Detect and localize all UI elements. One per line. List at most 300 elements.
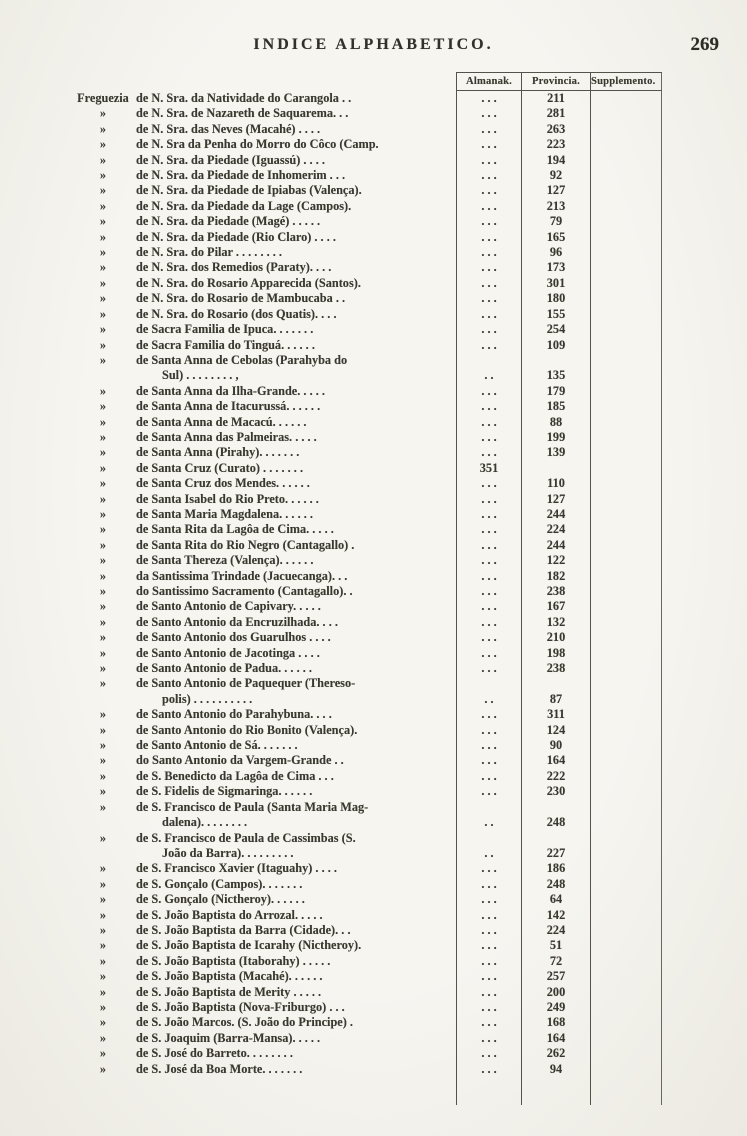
provincia-cell: 230 — [521, 784, 590, 799]
provincia-cell: 186 — [521, 861, 590, 876]
entry-ditto — [72, 692, 134, 707]
column-header-supplemento: Supplemento. — [590, 72, 662, 91]
supplemento-cell — [590, 985, 662, 1000]
almanak-cell: . . . — [456, 106, 521, 121]
provincia-cell: 92 — [521, 168, 590, 183]
entry-name: do Santissimo Sacramento (Cantagallo). . — [136, 584, 353, 598]
entry-ditto: » — [99, 645, 107, 660]
provincia-cell: 165 — [521, 230, 590, 245]
entry-ditto: » — [99, 707, 107, 722]
provincia-cell: 168 — [521, 1015, 590, 1030]
provincia-cell: 199 — [521, 430, 590, 445]
entry-ditto: » — [99, 614, 107, 629]
entry-ditto: » — [99, 799, 107, 814]
table-row — [72, 846, 662, 861]
almanak-cell: . . . — [456, 122, 521, 137]
entry-name: de N. Sra. dos Remedios (Paraty). . . . — [136, 260, 332, 275]
provincia-cell: 127 — [521, 492, 590, 507]
provincia-cell: 194 — [521, 153, 590, 168]
entry-ditto: » — [99, 429, 107, 444]
table-row — [72, 831, 662, 846]
almanak-cell: . . . — [456, 646, 521, 661]
almanak-cell: . . . — [456, 445, 521, 460]
table-row — [72, 692, 662, 707]
supplemento-cell — [590, 831, 662, 846]
tail-supplemento — [590, 1077, 662, 1105]
provincia-cell: 164 — [521, 753, 590, 768]
entry-ditto: » — [99, 106, 107, 121]
entry-ditto — [72, 815, 134, 830]
table-row — [72, 199, 662, 214]
supplemento-cell — [590, 1000, 662, 1015]
entry-ditto: » — [99, 198, 107, 213]
entry-name: de Santo Antonio da Encruzilhada. . . . — [136, 614, 338, 629]
almanak-cell: . . . — [456, 260, 521, 275]
entry-ditto: » — [99, 892, 107, 907]
supplemento-cell — [590, 199, 662, 214]
table-row — [72, 923, 662, 938]
entry-ditto: » — [99, 738, 107, 753]
almanak-cell: . . . — [456, 569, 521, 584]
table-row — [72, 738, 662, 753]
supplemento-cell — [590, 584, 662, 599]
table-row — [72, 368, 662, 383]
entry-ditto: » — [99, 291, 107, 306]
index-rows — [72, 91, 662, 1077]
supplemento-cell — [590, 769, 662, 784]
supplemento-cell — [590, 260, 662, 275]
supplemento-cell — [590, 815, 662, 830]
almanak-cell: . . . — [456, 399, 521, 414]
provincia-cell: 64 — [521, 892, 590, 907]
almanak-cell: . . . — [456, 276, 521, 291]
almanak-cell: . . . — [456, 969, 521, 984]
tail-almanak — [456, 1077, 521, 1105]
almanak-cell: . . . — [456, 615, 521, 630]
almanak-cell: . . . — [456, 954, 521, 969]
provincia-cell: 200 — [521, 985, 590, 1000]
table-row — [72, 877, 662, 892]
almanak-cell: . . . — [456, 723, 521, 738]
table-row — [72, 1015, 662, 1030]
almanak-cell: . . . — [456, 661, 521, 676]
table-row — [72, 260, 662, 275]
almanak-cell: . . . — [456, 153, 521, 168]
entry-name: de N. Sra. de Nazareth de Saquarema. . . — [136, 106, 349, 121]
entry-ditto: » — [99, 1046, 107, 1061]
supplemento-cell — [590, 368, 662, 383]
provincia-cell: 51 — [521, 938, 590, 953]
entry-ditto: Freguezia — [77, 91, 129, 105]
provincia-cell: 109 — [521, 338, 590, 353]
almanak-cell: . . . — [456, 1015, 521, 1030]
header-spacer-ditto — [72, 72, 134, 91]
provincia-cell: 180 — [521, 291, 590, 306]
entry-name: de S. João Baptista (Nova-Friburgo) . . . — [136, 999, 345, 1014]
provincia-cell: 238 — [521, 584, 590, 599]
entry-ditto: » — [99, 214, 107, 229]
entry-ditto: » — [99, 784, 107, 799]
entry-ditto: » — [99, 229, 107, 244]
entry-ditto: » — [99, 168, 107, 183]
tail-name — [134, 1077, 456, 1105]
masthead — [0, 36, 747, 72]
entry-name: de Santa Anna de Macacú. . . . . . — [136, 414, 307, 429]
table-row — [72, 322, 662, 337]
entry-ditto: » — [99, 322, 107, 337]
almanak-cell: . . . — [456, 599, 521, 614]
almanak-cell: . . . — [456, 553, 521, 568]
entry-ditto: » — [99, 137, 107, 152]
entry-name: de Santa Maria Magdalena. . . . . . — [136, 506, 313, 521]
provincia-cell: 244 — [521, 507, 590, 522]
entry-ditto: » — [99, 768, 107, 783]
entry-name: João da Barra). . . . . . . . . — [162, 845, 294, 860]
entry-name: de Santo Antonio de Capivary. . . . . — [136, 599, 321, 614]
entry-name: de S. João Baptista da Barra (Cidade). . . — [136, 922, 351, 937]
entry-ditto: » — [99, 1030, 107, 1045]
supplemento-cell — [590, 908, 662, 923]
provincia-cell: 311 — [521, 707, 590, 722]
supplemento-cell — [590, 230, 662, 245]
entry-ditto: » — [99, 383, 107, 398]
provincia-cell: 227 — [521, 846, 590, 861]
provincia-cell: 222 — [521, 769, 590, 784]
almanak-cell: . . — [456, 815, 521, 830]
entry-ditto: » — [99, 445, 107, 460]
entry-ditto: » — [99, 584, 107, 598]
supplemento-cell — [590, 522, 662, 537]
supplemento-cell — [590, 492, 662, 507]
entry-ditto: » — [99, 676, 107, 691]
entry-name: de N. Sra. da Piedade (Iguassú) . . . . — [136, 152, 325, 167]
entry-ditto: » — [99, 1061, 107, 1076]
entry-ditto — [72, 368, 134, 383]
table-row — [72, 769, 662, 784]
table-row — [72, 430, 662, 445]
entry-ditto: » — [99, 414, 107, 429]
entry-name: de N. Sra. das Neves (Macahé) . . . . — [136, 121, 321, 136]
provincia-cell: 179 — [521, 384, 590, 399]
table-row — [72, 800, 662, 815]
table-row — [72, 908, 662, 923]
entry-name: de S. João Baptista (Macahé). . . . . . — [136, 969, 323, 984]
provincia-cell: 198 — [521, 646, 590, 661]
almanak-cell: . . — [456, 692, 521, 707]
entry-ditto: » — [99, 753, 107, 768]
entry-name: da Santissima Trindade (Jacuecanga). . . — [136, 568, 348, 583]
supplemento-cell — [590, 676, 662, 691]
almanak-cell: . . . — [456, 584, 521, 599]
provincia-cell: 90 — [521, 738, 590, 753]
entry-name: do Santo Antonio da Vargem-Grande . . — [136, 753, 344, 768]
supplemento-cell — [590, 738, 662, 753]
supplemento-cell — [590, 183, 662, 198]
table-row — [72, 276, 662, 291]
supplemento-cell — [590, 384, 662, 399]
entry-name: de S. José da Boa Morte. . . . . . . — [136, 1061, 303, 1076]
provincia-cell: 155 — [521, 307, 590, 322]
entry-ditto: » — [99, 476, 107, 491]
entry-ditto: » — [99, 722, 107, 737]
supplemento-cell — [590, 707, 662, 722]
entry-name: de Santa Rita do Rio Negro (Cantagallo) . — [136, 537, 355, 552]
entry-name: de N. Sra da Penha do Morro do Côco (Camp. — [136, 137, 379, 152]
entry-ditto: » — [99, 275, 107, 290]
entry-name: de S. José do Barreto. . . . . . . . — [136, 1046, 293, 1061]
table-row — [72, 399, 662, 414]
entry-ditto: » — [99, 491, 107, 506]
entry-ditto: » — [99, 568, 107, 583]
supplemento-cell — [590, 800, 662, 815]
provincia-cell: 72 — [521, 954, 590, 969]
almanak-cell: . . . — [456, 430, 521, 445]
provincia-cell: 248 — [521, 877, 590, 892]
entry-name: de N. Sra. do Pilar . . . . . . . . — [136, 245, 282, 260]
entry-name: de S. João Baptista de Merity . . . . . — [136, 984, 322, 999]
supplemento-cell — [590, 399, 662, 414]
almanak-cell: . . . — [456, 707, 521, 722]
table-row — [72, 892, 662, 907]
table-row — [72, 615, 662, 630]
table-row — [72, 153, 662, 168]
provincia-cell: 124 — [521, 723, 590, 738]
supplemento-cell — [590, 538, 662, 553]
almanak-cell: . . . — [456, 168, 521, 183]
almanak-cell: . . . — [456, 214, 521, 229]
table-row — [72, 661, 662, 676]
table-row — [72, 954, 662, 969]
almanak-cell: . . . — [456, 1000, 521, 1015]
entry-name: de N. Sra. do Rosario (dos Quatis). . . . — [136, 306, 337, 321]
almanak-cell: . . . — [456, 738, 521, 753]
tail-provincia — [521, 1077, 590, 1105]
provincia-cell: 301 — [521, 276, 590, 291]
almanak-cell: . . . — [456, 861, 521, 876]
almanak-cell: 351 — [456, 461, 521, 476]
table-row — [72, 599, 662, 614]
provincia-cell — [521, 461, 590, 476]
table-row — [72, 1031, 662, 1046]
supplemento-cell — [590, 630, 662, 645]
table-row — [72, 1062, 662, 1077]
table-row — [72, 476, 662, 491]
entry-name: de N. Sra. da Piedade de Ipiabas (Valença). — [136, 183, 362, 198]
provincia-cell — [521, 353, 590, 368]
supplemento-cell — [590, 1062, 662, 1077]
entry-name: de Santa Anna das Palmeiras. . . . . — [136, 429, 317, 444]
entry-ditto: » — [99, 152, 107, 167]
supplemento-cell — [590, 276, 662, 291]
table-row — [72, 815, 662, 830]
entry-name: de S. Joaquim (Barra-Mansa). . . . . — [136, 1030, 321, 1045]
supplemento-cell — [590, 168, 662, 183]
supplemento-cell — [590, 307, 662, 322]
entry-ditto: » — [99, 260, 107, 275]
entry-name: de S. Francisco de Paula (Santa Maria Mag- — [136, 799, 369, 814]
entry-name: de S. Fidelis de Sigmaringa. . . . . . — [136, 784, 313, 799]
entry-ditto: » — [99, 1015, 107, 1030]
entry-ditto: » — [99, 245, 107, 260]
entry-ditto: » — [99, 938, 107, 953]
almanak-cell: . . . — [456, 985, 521, 1000]
provincia-cell: 249 — [521, 1000, 590, 1015]
table-row — [72, 183, 662, 198]
supplemento-cell — [590, 322, 662, 337]
supplemento-cell — [590, 1031, 662, 1046]
entry-ditto: » — [99, 861, 107, 876]
entry-name: de S. João Baptista (Itaborahy) . . . . . — [136, 953, 331, 968]
entry-ditto: » — [99, 876, 107, 891]
provincia-cell: 248 — [521, 815, 590, 830]
table-row — [72, 584, 662, 599]
entry-ditto: » — [99, 830, 107, 845]
table-row — [72, 1046, 662, 1061]
supplemento-cell — [590, 553, 662, 568]
table-row — [72, 168, 662, 183]
provincia-cell: 142 — [521, 908, 590, 923]
entry-ditto: » — [99, 953, 107, 968]
entry-ditto: » — [99, 306, 107, 321]
supplemento-cell — [590, 291, 662, 306]
supplemento-cell — [590, 415, 662, 430]
almanak-cell: . . . — [456, 784, 521, 799]
entry-ditto: » — [99, 907, 107, 922]
entry-ditto: » — [99, 537, 107, 552]
supplemento-cell — [590, 877, 662, 892]
column-header-almanak: Almanak. — [456, 72, 521, 91]
table-row — [72, 707, 662, 722]
entry-name: de N. Sra. da Natividade do Carangola . . — [136, 91, 352, 105]
table-row — [72, 245, 662, 260]
table-row — [72, 353, 662, 368]
entry-ditto: » — [99, 599, 107, 614]
table-row — [72, 415, 662, 430]
supplemento-cell — [590, 353, 662, 368]
entry-name: de N. Sra. da Piedade (Magé) . . . . . — [136, 214, 321, 229]
entry-name: de Santa Isabel do Rio Preto. . . . . . — [136, 491, 319, 506]
entry-name: de Santo Antonio de Padua. . . . . . — [136, 661, 312, 676]
almanak-cell: . . . — [456, 1062, 521, 1077]
provincia-cell: 262 — [521, 1046, 590, 1061]
entry-ditto: » — [99, 630, 107, 645]
table-tail — [72, 1077, 662, 1105]
almanak-cell: . . . — [456, 877, 521, 892]
supplemento-cell — [590, 615, 662, 630]
supplemento-cell — [590, 214, 662, 229]
provincia-cell: 182 — [521, 569, 590, 584]
almanak-cell: . . . — [456, 538, 521, 553]
provincia-cell — [521, 676, 590, 691]
table-row — [72, 91, 662, 106]
entry-name: de S. Benedicto da Lagôa de Cima . . . — [136, 768, 334, 783]
entry-ditto: » — [99, 553, 107, 568]
almanak-cell: . . . — [456, 338, 521, 353]
entry-name: de N. Sra. da Piedade de Inhomerim . . . — [136, 168, 346, 183]
table-row — [72, 230, 662, 245]
supplemento-cell — [590, 476, 662, 491]
entry-ditto — [72, 846, 134, 861]
entry-ditto: » — [99, 460, 107, 475]
entry-name: de Santo Antonio do Rio Bonito (Valença). — [136, 722, 358, 737]
provincia-cell: 167 — [521, 599, 590, 614]
entry-name: de Santa Anna de Cebolas (Parahyba do — [136, 352, 348, 367]
provincia-cell: 110 — [521, 476, 590, 491]
table-row — [72, 538, 662, 553]
supplemento-cell — [590, 507, 662, 522]
entry-name: de S. Francisco Xavier (Itaguahy) . . . . — [136, 861, 337, 876]
supplemento-cell — [590, 784, 662, 799]
provincia-cell: 224 — [521, 522, 590, 537]
provincia-cell: 88 — [521, 415, 590, 430]
entry-name: de Santa Rita da Lagôa de Cima. . . . . — [136, 522, 334, 537]
almanak-cell: . . . — [456, 1046, 521, 1061]
provincia-cell: 281 — [521, 106, 590, 121]
supplemento-cell — [590, 661, 662, 676]
supplemento-cell — [590, 137, 662, 152]
almanak-cell: . . . — [456, 908, 521, 923]
entry-ditto: » — [99, 922, 107, 937]
entry-ditto: » — [99, 984, 107, 999]
column-header-provincia: Provincia. — [521, 72, 590, 91]
provincia-cell: 185 — [521, 399, 590, 414]
table-row — [72, 338, 662, 353]
supplemento-cell — [590, 846, 662, 861]
entry-name: de S. João Baptista do Arrozal. . . . . — [136, 907, 323, 922]
almanak-cell — [456, 800, 521, 815]
almanak-cell: . . . — [456, 476, 521, 491]
entry-ditto: » — [99, 337, 107, 352]
table-row — [72, 1000, 662, 1015]
almanak-cell: . . . — [456, 384, 521, 399]
table-row — [72, 723, 662, 738]
table-row — [72, 985, 662, 1000]
entry-ditto: » — [99, 399, 107, 414]
table-row — [72, 784, 662, 799]
table-row — [72, 646, 662, 661]
almanak-cell — [456, 353, 521, 368]
entry-ditto: » — [99, 121, 107, 136]
entry-ditto: » — [99, 506, 107, 521]
entry-name: Sul) . . . . . . . . , — [162, 368, 239, 383]
table-row — [72, 938, 662, 953]
entry-name: de Santo Antonio do Parahybuna. . . . — [136, 707, 332, 722]
almanak-cell: . . . — [456, 307, 521, 322]
almanak-cell — [456, 676, 521, 691]
table-row — [72, 492, 662, 507]
supplemento-cell — [590, 461, 662, 476]
supplemento-cell — [590, 692, 662, 707]
provincia-cell: 257 — [521, 969, 590, 984]
entry-name: de S. João Marcos. (S. João do Principe) . — [136, 1015, 354, 1030]
page-number: 269 — [690, 34, 719, 55]
entry-name: de Santa Anna de Itacurussá. . . . . . — [136, 399, 321, 414]
almanak-cell: . . . — [456, 291, 521, 306]
table-row — [72, 384, 662, 399]
provincia-cell: 164 — [521, 1031, 590, 1046]
table-row — [72, 461, 662, 476]
entry-name: de Santa Thereza (Valença). . . . . . — [136, 553, 314, 568]
supplemento-cell — [590, 430, 662, 445]
provincia-cell: 244 — [521, 538, 590, 553]
provincia-cell: 238 — [521, 661, 590, 676]
almanak-cell: . . . — [456, 769, 521, 784]
table-row — [72, 122, 662, 137]
almanak-cell: . . . — [456, 630, 521, 645]
table-row — [72, 445, 662, 460]
table-row — [72, 969, 662, 984]
provincia-cell: 132 — [521, 615, 590, 630]
